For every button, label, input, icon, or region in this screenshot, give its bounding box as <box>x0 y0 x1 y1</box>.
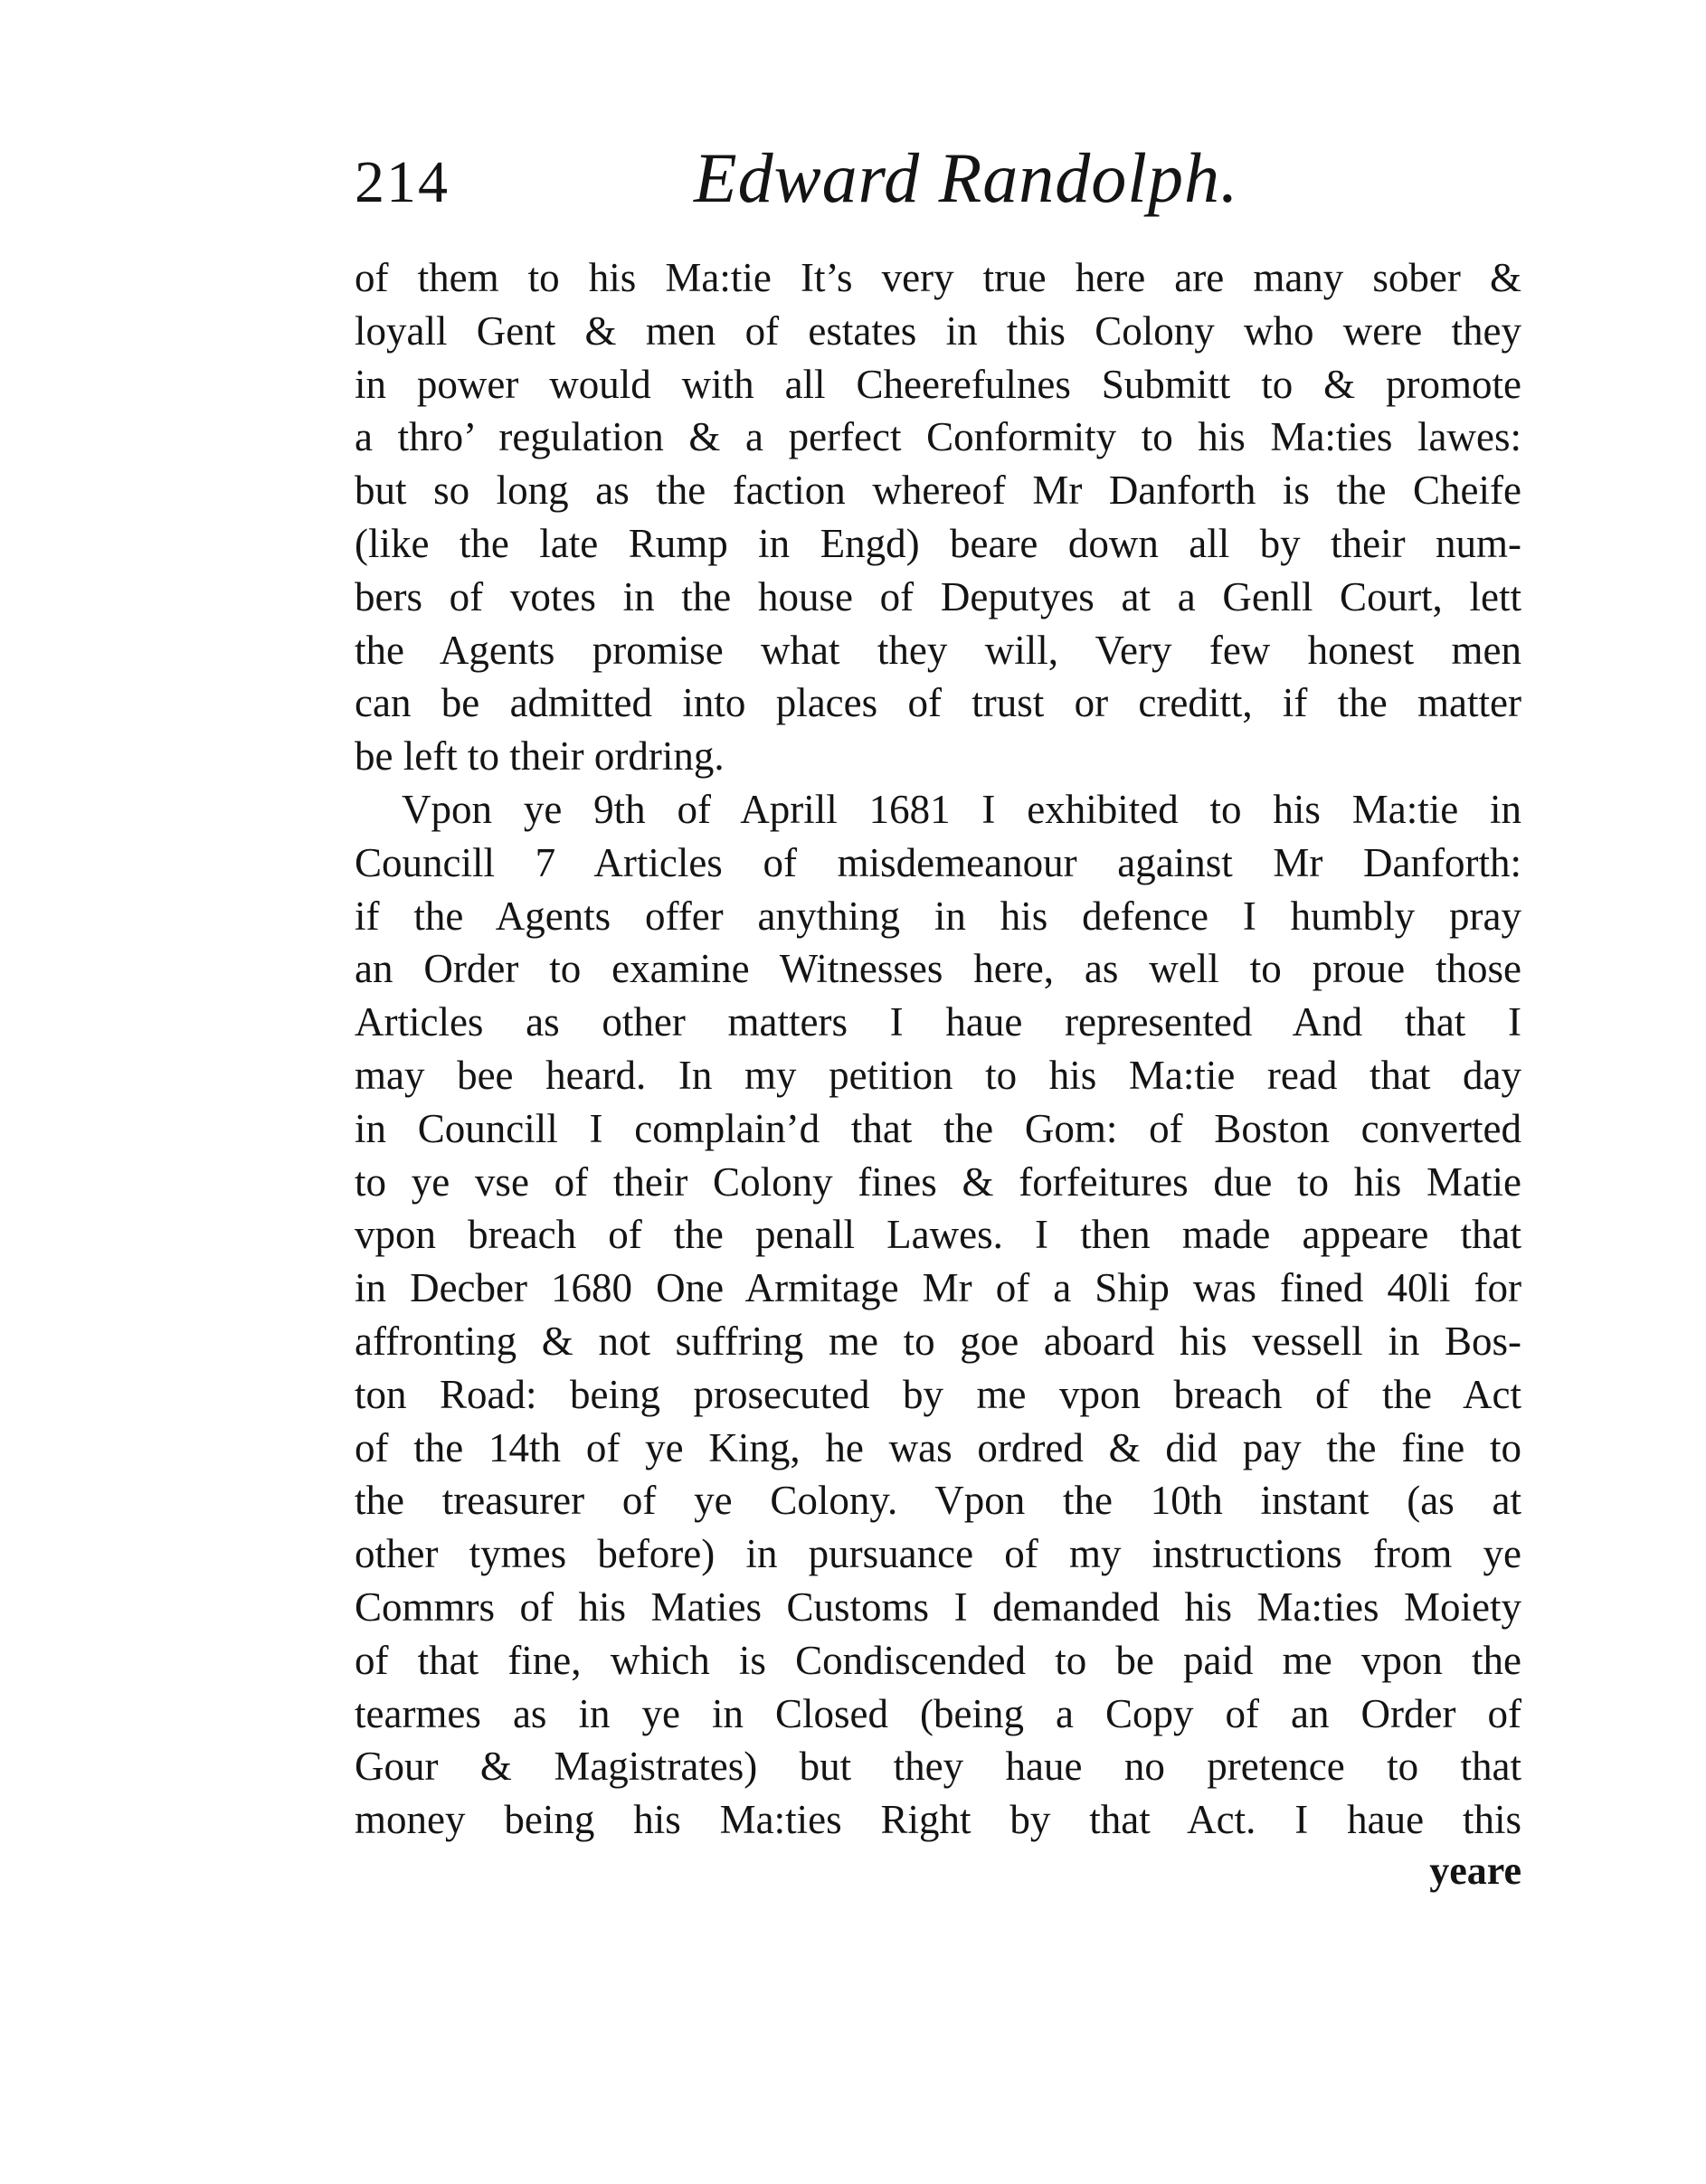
text-line: of that fine, which is Condiscended to be paid me vpon the <box>355 1637 1521 1683</box>
text-line: bers of votes in the house of Deputyes at a Genll Court, lett <box>355 573 1521 619</box>
text-line: loyall Gent & men of estates in this Colony who were they <box>355 307 1521 354</box>
page-number: 214 <box>355 149 450 215</box>
text-line: can be admitted into places of trust or creditt, if the matter <box>355 680 1521 726</box>
text-line: Councill 7 Articles of misdemeanour against Mr Danforth: <box>355 839 1521 885</box>
text-line: tearmes as in ye in Closed (being a Copy of an Order of <box>355 1690 1521 1736</box>
text-line: Vpon ye 9th of Aprill 1681 I exhibited to his Ma:tie in <box>402 786 1521 832</box>
running-title: Edward Randolph. <box>694 138 1239 217</box>
body-text <box>355 251 1521 1847</box>
text-line: a thro’ regulation & a perfect Conformity to his Ma:ties lawes: <box>355 414 1521 460</box>
catchword: yeare <box>1429 1848 1521 1893</box>
text-line: in Decber 1680 One Armitage Mr of a Ship was fined 40li for <box>355 1265 1521 1311</box>
paragraph-1 <box>355 251 1521 783</box>
paragraph-2 <box>355 783 1521 1847</box>
text-line: money being his Ma:ties Right by that Act. I haue this <box>355 1797 1521 1843</box>
text-line: vpon breach of the penall Lawes. I then made appeare that <box>355 1212 1521 1258</box>
text-line: the Agents promise what they will, Very few honest men <box>355 627 1521 673</box>
text-line: affronting & not suffring me to goe aboard his vessell in Bos- <box>355 1318 1521 1364</box>
text-line: the treasurer of ye Colony. Vpon the 10th instant (as at <box>355 1478 1521 1524</box>
text-line: in power would with all Cheerefulnes Submitt to & promote <box>355 361 1521 407</box>
text-line: other tymes before) in pursuance of my instructions from ye <box>355 1531 1521 1577</box>
text-line: (like the late Rump in Engd) beare down all by their num- <box>355 520 1521 566</box>
text-line: of them to his Ma:tie It’s very true here are many sober & <box>355 255 1521 300</box>
text-line: ton Road: being prosecuted by me vpon breach of the Act <box>355 1371 1521 1417</box>
text-line: Gour & Magistrates) but they haue no pretence to that <box>355 1744 1521 1790</box>
text-line: be left to their ordring. <box>355 733 725 780</box>
text-line: an Order to examine Witnesses here, as well to proue those <box>355 946 1521 992</box>
text-line: Commrs of his Maties Customs I demanded his Ma:ties Moiety <box>355 1584 1521 1630</box>
running-head <box>355 137 1521 237</box>
text-line: in Councill I complain’d that the Gom: of Boston converted <box>355 1105 1521 1151</box>
text-line: may bee heard. In my petition to his Ma:tie read that day <box>355 1052 1521 1098</box>
text-line: Articles as other matters I haue represented And that I <box>355 999 1521 1045</box>
text-line: to ye vse of their Colony fines & forfeitures due to his Matie <box>355 1158 1521 1205</box>
text-line: but so long as the faction whereof Mr Danforth is the Cheife <box>355 468 1521 514</box>
text-line: of the 14th of ye King, he was ordred & did pay the fine to <box>355 1424 1521 1470</box>
text-line: if the Agents offer anything in his defence I humbly pray <box>355 893 1521 939</box>
